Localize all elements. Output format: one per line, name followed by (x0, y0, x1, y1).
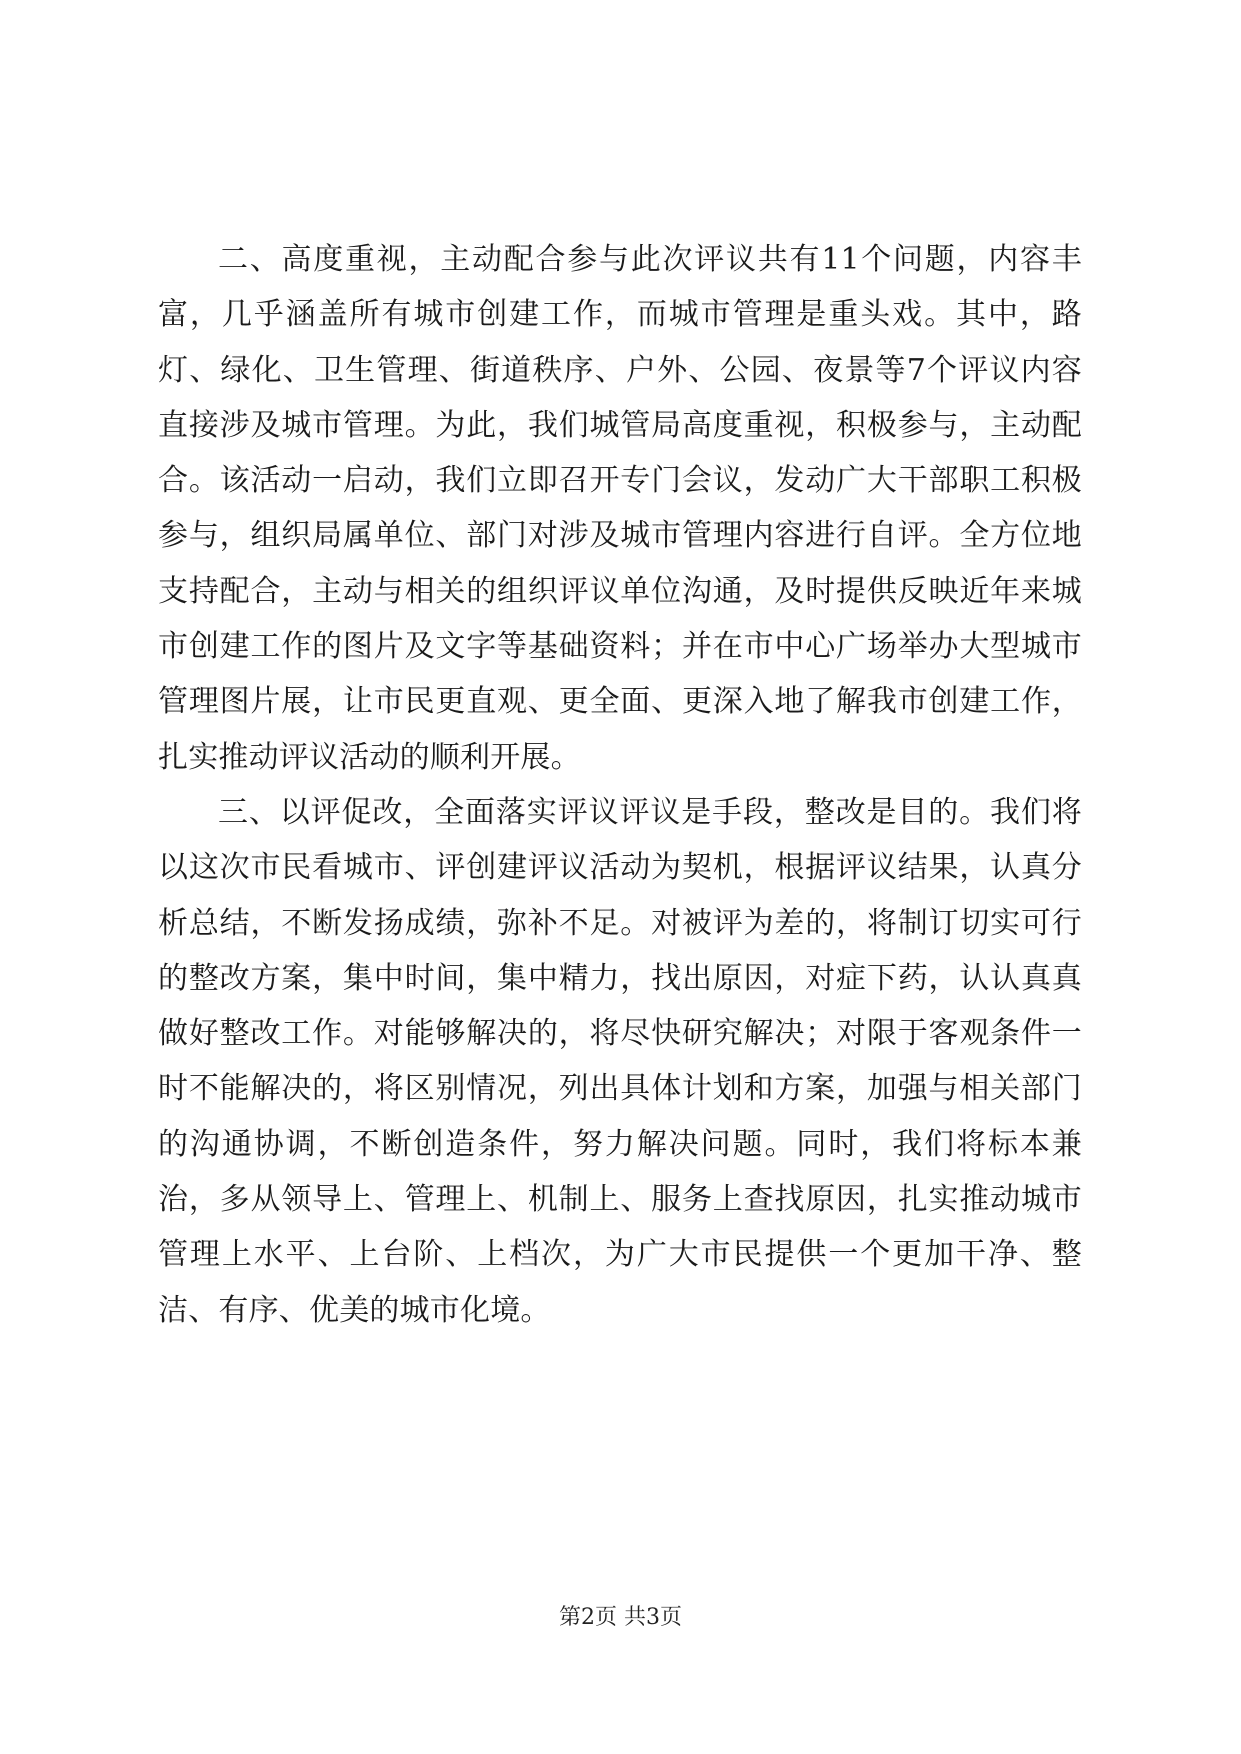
paragraph-section-three: 三、以评促改，全面落实评议评议是手段，整改是目的。我们将以这次市民看城市、评创建评议活动为契机，根据评议结果，认真分析总结，不断发扬成绩，弥补不足。对被评为差的，将制订切实可行的整改方案，集中时间，集中精力，找出原因，对症下药，认认真真做好整改工作。对能够解决的，将尽快研究解决；对限于客观条件一时不能解决的，将区别情况，列出具体计划和方案，加强与相关部门的沟通协调，不断创造条件，努力解决问题。同时，我们将标本兼治，多从领导上、管理上、机制上、服务上查找原因，扎实推动城市管理上水平、上台阶、上档次，为广大市民提供一个更加干净、整洁、有序、优美的城市化境。 (158, 794, 1082, 1328)
page-number-footer: 第2页 共3页 (559, 1605, 682, 1630)
document-body (158, 232, 1082, 1338)
paragraph-section-two: 二、高度重视，主动配合参与此次评议共有11个问题，内容丰富，几乎涵盖所有城市创建工作，而城市管理是重头戏。其中，路灯、绿化、卫生管理、街道秩序、户外、公园、夜景等7个评议内容直接涉及城市管理。为此，我们城管局高度重视，积极参与，主动配合。该活动一启动，我们立即召开专门会议，发动广大干部职工积极参与，组织局属单位、部门对涉及城市管理内容进行自评。全方位地支持配合，主动与相关的组织评议单位沟通，及时提供反映近年来城市创建工作的图片及文字等基础资料；并在市中心广场举办大型城市管理图片展，让市民更直观、更全面、更深入地了解我市创建工作，扎实推动评议活动的顺利开展。 (158, 242, 1082, 775)
